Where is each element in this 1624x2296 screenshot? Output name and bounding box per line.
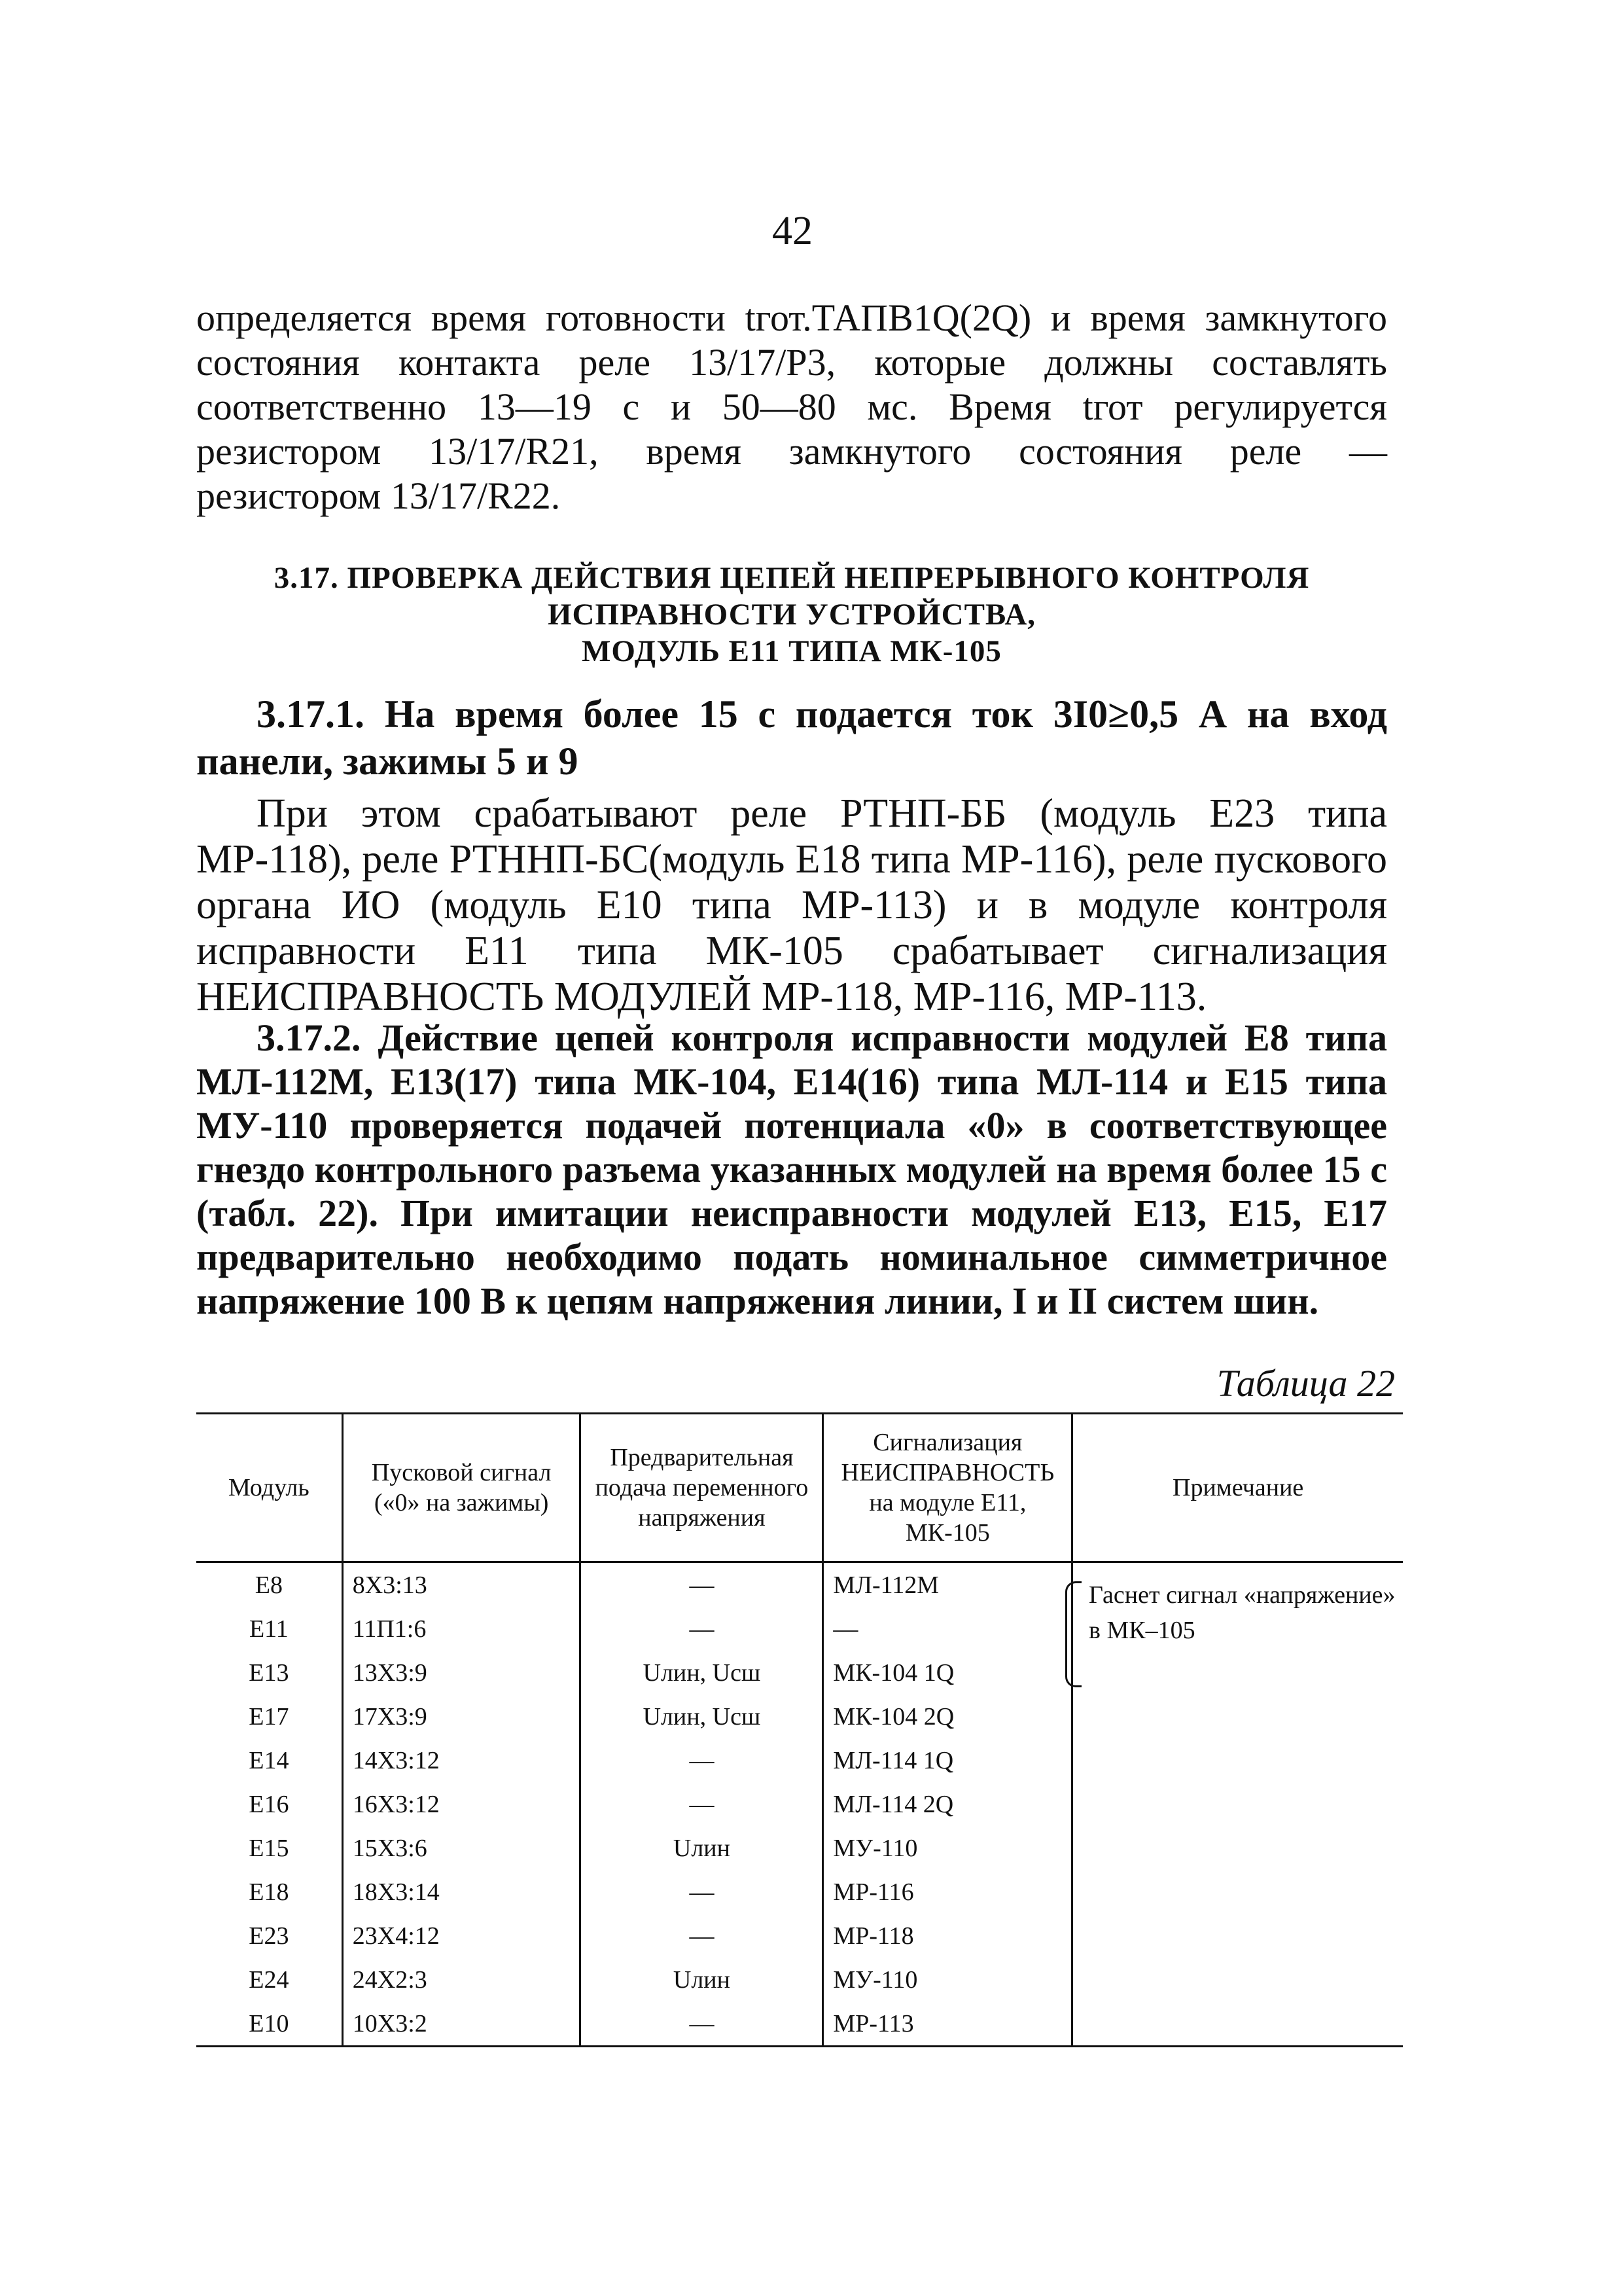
- cell-module: Е14: [249, 1746, 289, 1774]
- section-heading-line: 3.17. ПРОВЕРКА ДЕЙСТВИЯ ЦЕПЕЙ НЕПРЕРЫВНОГО КОНТРОЛЯ: [274, 561, 1310, 595]
- cell-note: [1072, 1870, 1403, 1914]
- cell-alarm: МУ-110: [823, 1826, 1072, 1870]
- cell-signal: 13Х3:9: [342, 1651, 580, 1695]
- intro-line: резистором 13/17/R21, время замкнутого состояния реле —: [196, 430, 1387, 473]
- cell-alarm: МЛ-112М: [823, 1562, 1072, 1607]
- cell-alarm: МЛ-114 2Q: [823, 1782, 1072, 1826]
- cell-module: Е15: [249, 1834, 289, 1862]
- header-module: Модуль: [196, 1414, 342, 1562]
- cell-signal: 23Х4:12: [342, 1914, 580, 1958]
- cell-pre-voltage: Uлин: [580, 1826, 823, 1870]
- cell-note: [1072, 1914, 1403, 1958]
- header-alarm: Сигнализация НЕИСПРАВНОСТЬ на модуле Е11, МК-105: [823, 1414, 1072, 1562]
- header-pre-voltage: Предварительная подача переменного напряжения: [580, 1414, 823, 1562]
- cell-pre-voltage: Uлин, Uсш: [580, 1651, 823, 1695]
- item-3-17-1-body: При этом срабатывают реле РТНП-ББ (модуль Е23 типа МР-118), реле РТННП-БС(модуль Е18 типа МР-116), реле пускового органа ИО (модуль Е10 типа МР-113) и в модуле контроля исправности Е11 типа МК-105 срабатывает сигнализация НЕИСПРАВНОСТЬ МОДУЛЕЙ МР-118, МР-116, МР-113.: [196, 791, 1387, 1019]
- cell-note: [1072, 1738, 1403, 1782]
- cell-signal: 17Х3:9: [342, 1695, 580, 1738]
- intro-paragraph: [196, 296, 1387, 518]
- cell-alarm: МК-104 2Q: [823, 1695, 1072, 1738]
- header-note: Примечание: [1072, 1414, 1403, 1562]
- intro-line: соответственно 13—19 с и 50—80 мс. Время tгот регулируется: [196, 386, 1387, 428]
- cell-signal: 15Х3:6: [342, 1826, 580, 1870]
- cell-module: Е23: [249, 1922, 289, 1950]
- cell-alarm: МР-116: [823, 1870, 1072, 1914]
- table-row: [196, 1870, 1403, 1914]
- cell-pre-voltage: —: [580, 1607, 823, 1651]
- cell-alarm: —: [823, 1607, 1072, 1651]
- intro-line: резистором 13/17/R22.: [196, 475, 561, 517]
- table-row: [196, 1695, 1403, 1738]
- cell-pre-voltage: —: [580, 1870, 823, 1914]
- table-row: [196, 1738, 1403, 1782]
- cell-alarm: МУ-110: [823, 1958, 1072, 2001]
- item-3-17-1-title: 3.17.1. На время более 15 с подается ток 3I0≥0,5 А на вход панели, зажимы 5 и 9: [196, 692, 1387, 783]
- cell-alarm: МК-104 1Q: [823, 1651, 1072, 1695]
- cell-signal: 18Х3:14: [342, 1870, 580, 1914]
- cell-pre-voltage: Uлин, Uсш: [580, 1695, 823, 1738]
- table-row: [196, 1914, 1403, 1958]
- header-signal: Пусковой сигнал («0» на зажимы): [342, 1414, 580, 1562]
- cell-module: Е11: [249, 1615, 289, 1643]
- cell-pre-voltage: —: [580, 1738, 823, 1782]
- cell-signal: 8Х3:13: [342, 1562, 580, 1607]
- intro-line: состояния контакта реле 13/17/P3, которые должны составлять: [196, 341, 1387, 384]
- cell-note: [1072, 1782, 1403, 1826]
- table-row: [196, 1958, 1403, 2001]
- cell-module: Е24: [249, 1965, 289, 1994]
- cell-alarm: МЛ-114 1Q: [823, 1738, 1072, 1782]
- table-row: [196, 1782, 1403, 1826]
- cell-signal: 14Х3:12: [342, 1738, 580, 1782]
- table-caption: Таблица 22: [1216, 1362, 1395, 1405]
- table-22: [196, 1412, 1403, 2047]
- brace-icon: [1065, 1581, 1082, 1687]
- section-heading-line: МОДУЛЬ Е11 ТИПА МК-105: [582, 634, 1002, 668]
- cell-module: Е18: [249, 1878, 289, 1906]
- cell-pre-voltage: —: [580, 1782, 823, 1826]
- cell-note: [1072, 1826, 1403, 1870]
- cell-module: Е13: [249, 1659, 289, 1687]
- page-number: 42: [772, 209, 813, 253]
- cell-signal: 16Х3:12: [342, 1782, 580, 1826]
- cell-signal: 11П1:6: [342, 1607, 580, 1651]
- table-row: [196, 2001, 1403, 2047]
- cell-note: [1072, 1958, 1403, 2001]
- cell-pre-voltage: Uлин: [580, 1958, 823, 2001]
- cell-pre-voltage: —: [580, 1562, 823, 1607]
- item-3-17-2: 3.17.2. Действие цепей контроля исправности модулей Е8 типа МЛ-112М, Е13(17) типа МК-104, Е14(16) типа МЛ-114 и Е15 типа МУ-110 проверяется подачей потенциала «0» в соответствующее гнездо контрольного разъема указанных модулей на время более 15 с (табл. 22). При имитации неисправности модулей Е13, Е15, Е17 предварительно необходимо подать номинальное симметричное напряжение 100 В к цепям напряжения линии, I и II систем шин.: [196, 1016, 1387, 1322]
- cell-alarm: МР-113: [823, 2001, 1072, 2047]
- cell-note: [1072, 1695, 1403, 1738]
- cell-note: [1072, 2001, 1403, 2047]
- table-note: Гаснет сигнал «напряжение» в МК–105: [1065, 1577, 1403, 1648]
- cell-alarm: МР-118: [823, 1914, 1072, 1958]
- cell-pre-voltage: —: [580, 1914, 823, 1958]
- section-heading: [196, 560, 1387, 670]
- cell-signal: 10Х3:2: [342, 2001, 580, 2047]
- table-row: [196, 1826, 1403, 1870]
- cell-pre-voltage: —: [580, 2001, 823, 2047]
- table-header-row: [196, 1414, 1403, 1562]
- cell-module: Е17: [249, 1702, 289, 1731]
- cell-module: Е8: [255, 1571, 283, 1599]
- intro-line: определяется время готовности tгот.ТАПВ1Q(2Q) и время замкнутого: [196, 296, 1387, 339]
- table-row: [196, 1651, 1403, 1695]
- cell-module: Е10: [196, 2001, 342, 2047]
- cell-module: Е16: [249, 1790, 289, 1818]
- cell-signal: 24Х2:3: [342, 1958, 580, 2001]
- section-heading-line: ИСПРАВНОСТИ УСТРОЙСТВА,: [547, 598, 1036, 632]
- cell-note: [1072, 1651, 1403, 1695]
